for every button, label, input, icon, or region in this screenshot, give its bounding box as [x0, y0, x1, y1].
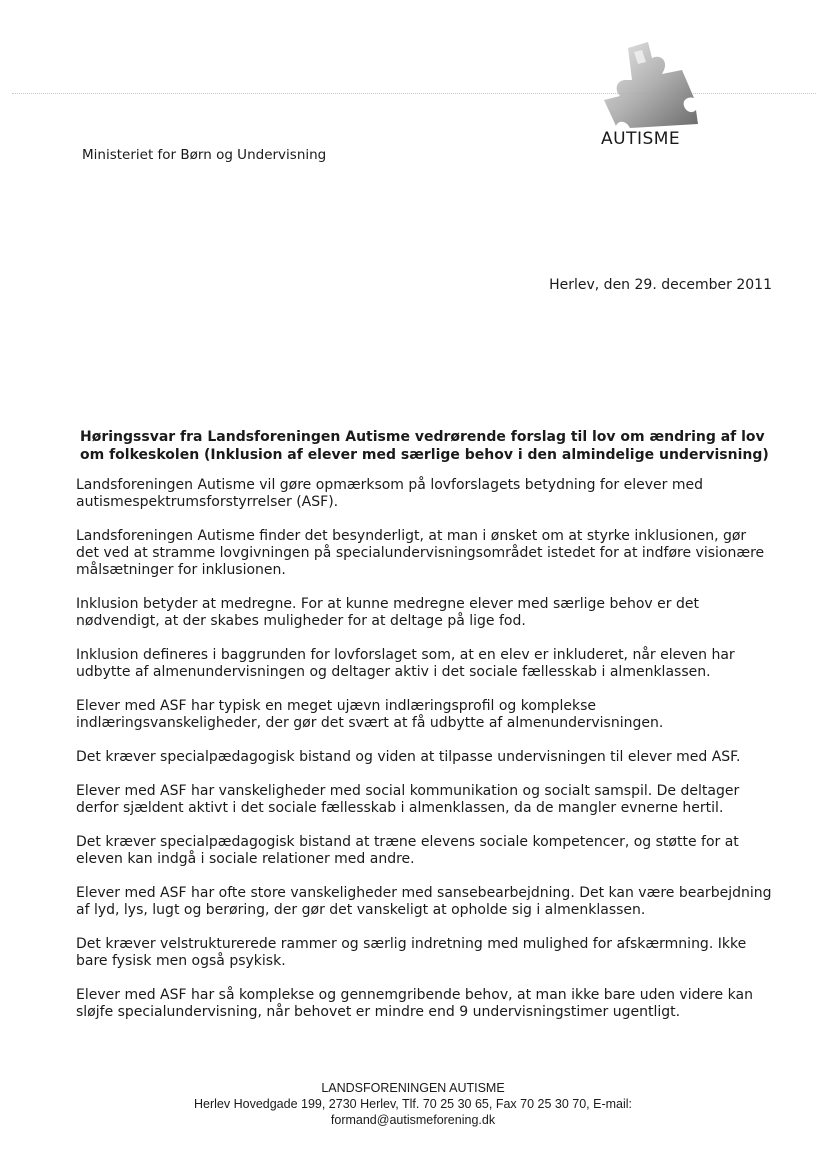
- paragraph: Det kræver velstrukturerede rammer og særlig indretning med mulighed for afskærmning. Ikke bare fysisk men også psykisk.: [76, 936, 747, 969]
- letter-body: [76, 428, 772, 1038]
- dateline: Herlev, den 29. december 2011: [549, 277, 772, 293]
- paragraph: Landsforeningen Autisme finder det besynderligt, at man i ønsket om at styrke inklusionen, gør det ved at stramme lovgivningen på specialundervisningsområdet istedet for at indføre visionære målsætninger for inklusionen.: [76, 528, 765, 578]
- paragraph: Elever med ASF har typisk en meget ujævn indlæringsprofil og komplekse indlæringsvanskeligheder, der gør det svært at få udbytte af almenundervisningen.: [76, 698, 664, 731]
- paragraph: Landsforeningen Autisme vil gøre opmærksom på lovforslagets betydning for elever med autismespektrumsforstyrrelser (ASF).: [76, 477, 703, 510]
- autisme-logo: [590, 40, 700, 152]
- footer: [0, 1080, 826, 1128]
- footer-address: Herlev Hovedgade 199, 2730 Herlev, Tlf. 70 25 30 65, Fax 70 25 30 70, E-mail:: [194, 1097, 632, 1111]
- paragraph: Det kræver specialpædagogisk bistand og viden at tilpasse undervisningen til elever med ASF.: [76, 749, 741, 765]
- paragraph: Elever med ASF har så komplekse og gennemgribende behov, at man ikke bare uden videre kan sløjfe specialundervisning, når behovet er mindre end 9 undervisningstimer ugentligt.: [76, 987, 753, 1020]
- paragraph: Inklusion defineres i baggrunden for lovforslaget som, at en elev er inkluderet, når eleven har udbytte af almenundervisningen og deltager aktiv i det sociale fællesskab i almenklassen.: [76, 647, 735, 680]
- paragraph: Elever med ASF har ofte store vanskeligheder med sansebearbejdning. Det kan være bearbejdning af lyd, lys, lugt og berøring, der gør det vanskeligt at opholde sig i almenklassen.: [76, 885, 772, 918]
- paragraph: Elever med ASF har vanskeligheder med social kommunikation og socialt samspil. De deltager derfor sjældent aktivt i det sociale fællesskab i almenklassen, da de mangler evnerne hertil.: [76, 783, 740, 816]
- puzzle-piece-icon: [590, 40, 700, 132]
- paragraph: Inklusion betyder at medregne. For at kunne medregne elever med særlige behov er det nødvendigt, at der skabes muligheder for at deltage på lige fod.: [76, 596, 699, 629]
- footer-org: LANDSFORENINGEN AUTISME: [321, 1081, 505, 1095]
- footer-email: formand@autismeforening.dk: [330, 1113, 496, 1127]
- logo-wordmark: AUTISME: [601, 129, 681, 149]
- paragraph: Det kræver specialpædagogisk bistand at træne elevens sociale kompetencer, og støtte for at eleven kan indgå i sociale relationer med andre.: [76, 834, 739, 867]
- recipient: Ministeriet for Børn og Undervisning: [82, 147, 327, 163]
- letter-heading: Høringssvar fra Landsforeningen Autisme vedrørende forslag til lov om ændring af lov om folkeskolen (Inklusion af elever med særlige behov i den almindelige undervisning): [80, 429, 769, 463]
